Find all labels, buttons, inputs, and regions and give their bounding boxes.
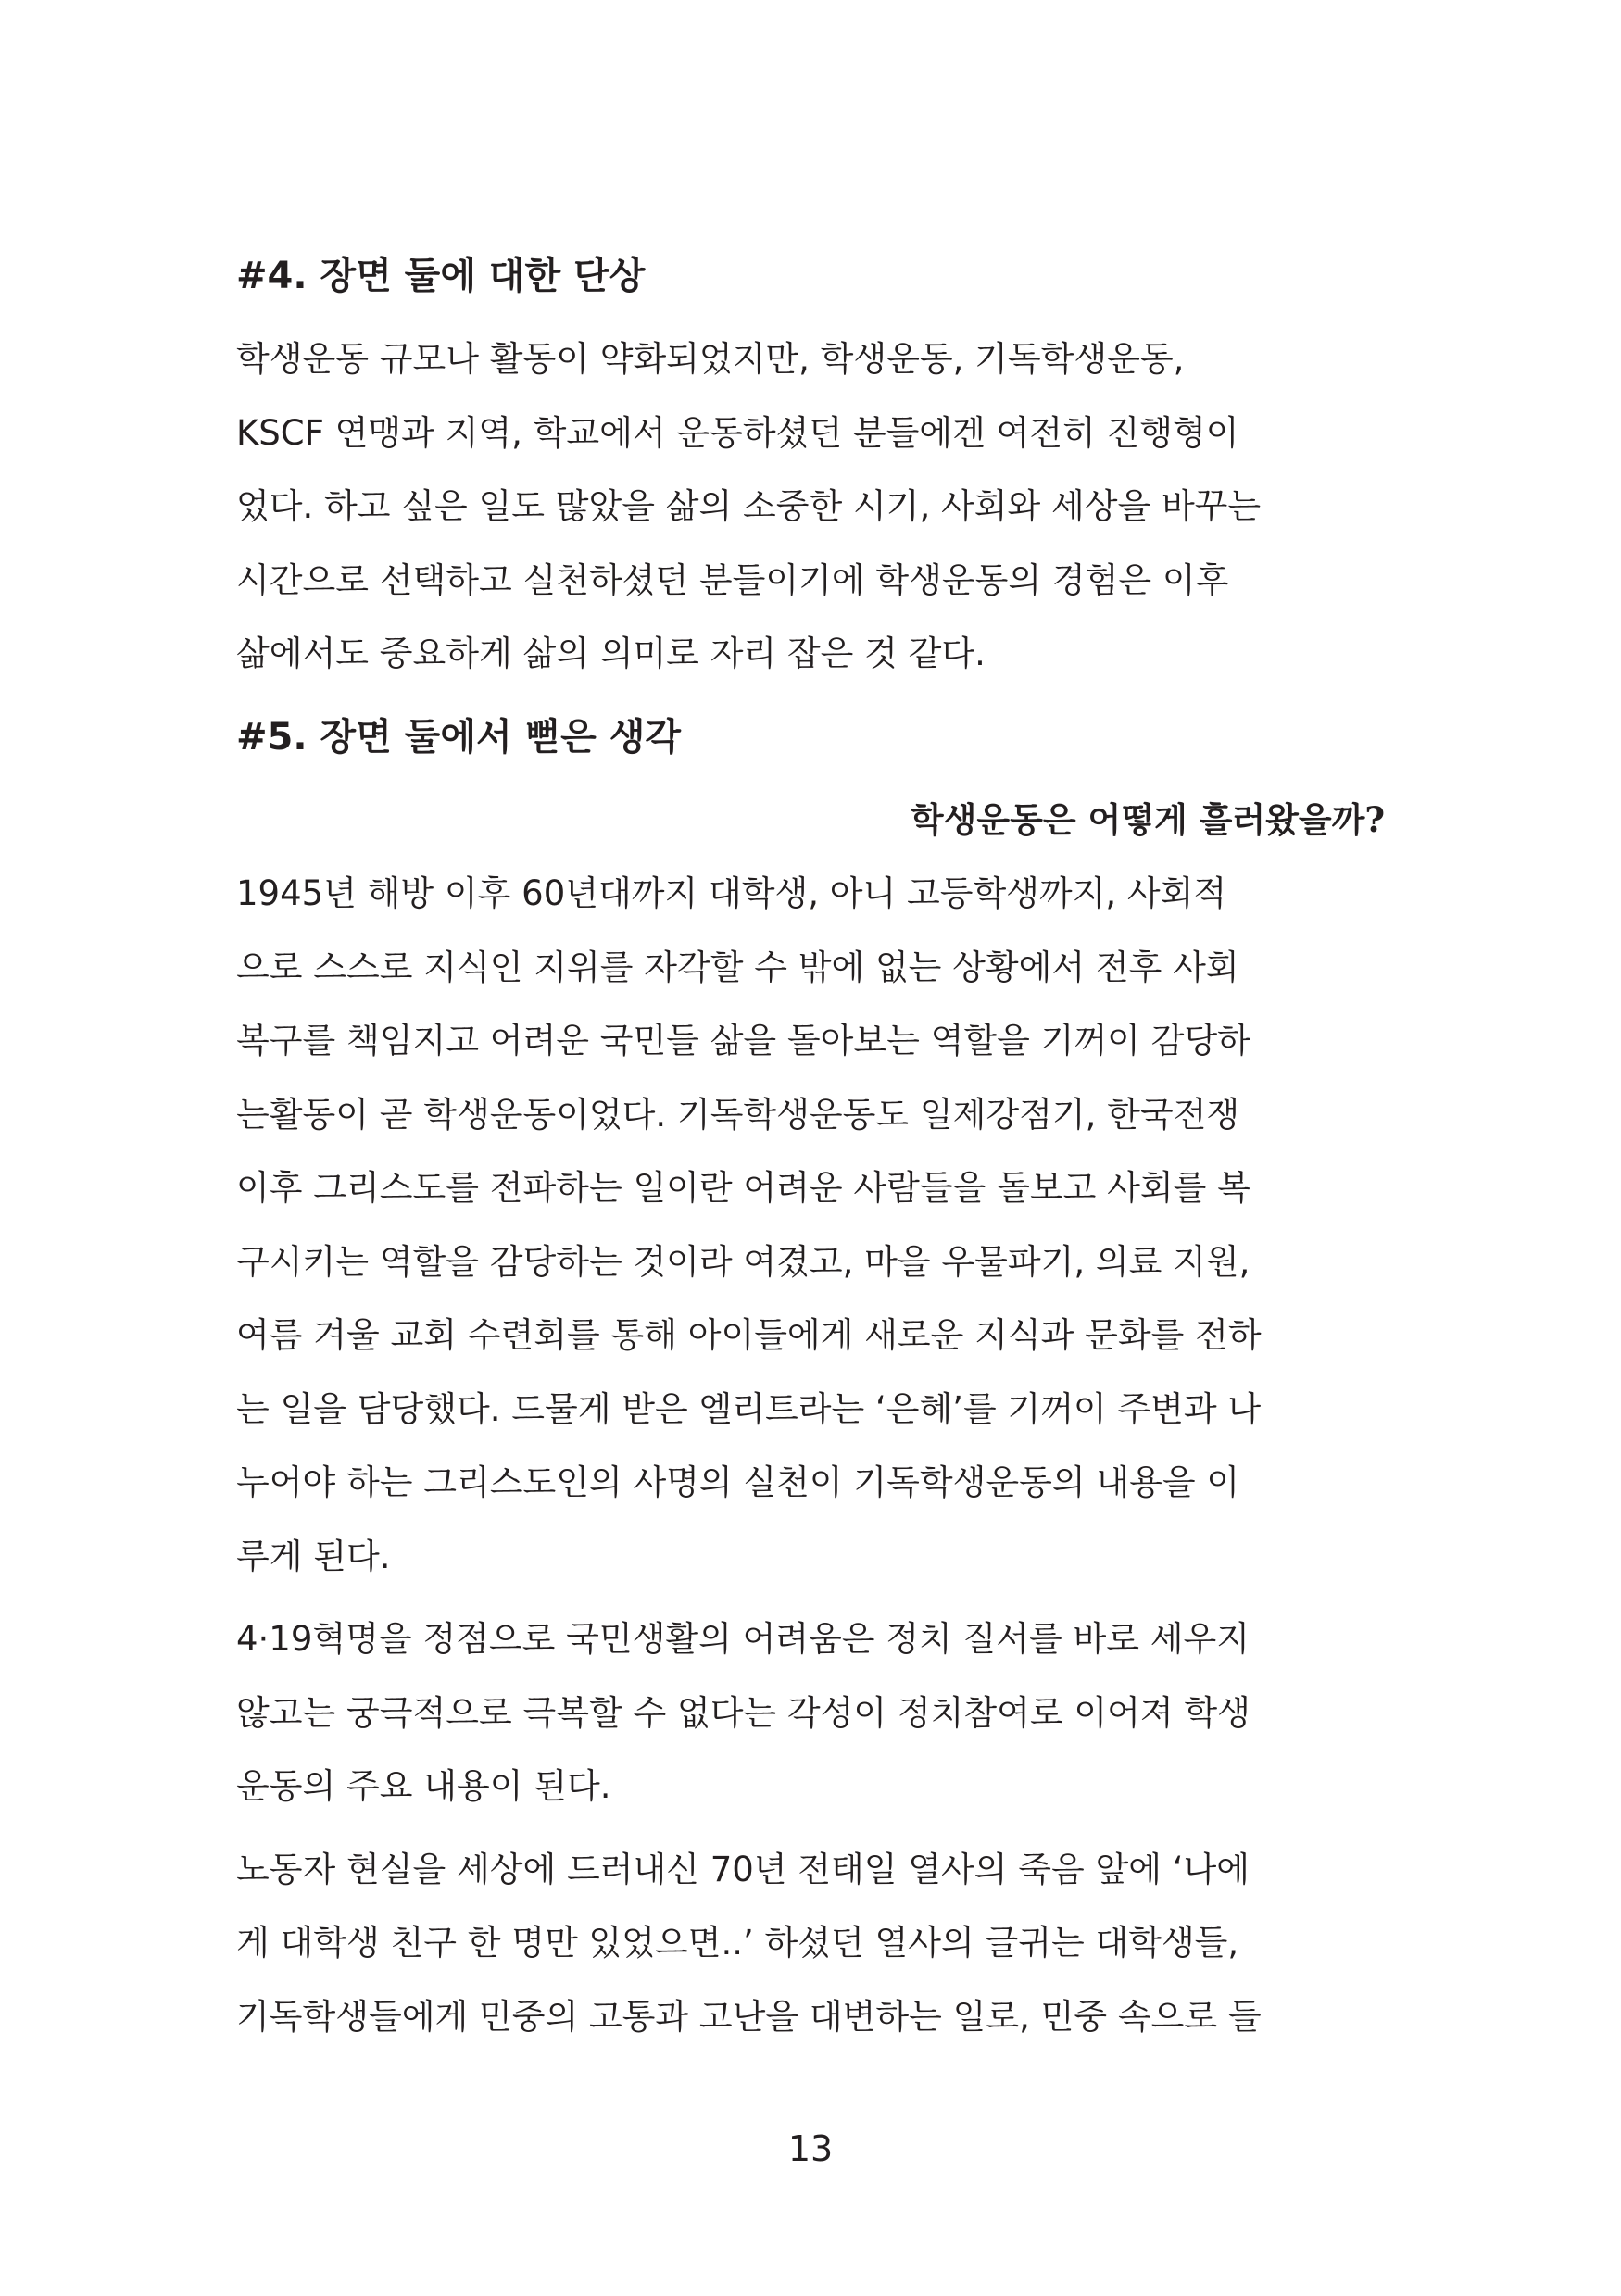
section-4-paragraph: [236, 322, 1389, 691]
text-line: 게 대학생 친구 한 명만 있었으면..’ 하셨던 열사의 글귀는 대학생들,: [236, 1923, 1239, 1963]
section-4-heading: #4. 장면 둘에 대한 단상: [236, 255, 646, 297]
text-line: 이후 그리스도를 전파하는 일이란 어려운 사람들을 돌보고 사회를 복: [236, 1168, 1250, 1208]
text-line: 복구를 책임지고 어려운 국민들 삶을 돌아보는 역할을 기꺼이 감당하: [236, 1021, 1250, 1060]
text-line: 삶에서도 중요하게 삶의 의미로 자리 잡은 것 같다.: [236, 634, 986, 673]
text-line: 4·19혁명을 정점으로 국민생활의 어려움은 정치 질서를 바로 세우지: [236, 1619, 1250, 1659]
section-5-paragraph-1: [236, 857, 1389, 1593]
section-5-paragraph-2: [236, 1602, 1389, 1824]
page-content: [236, 239, 1389, 2063]
text-line: 학생운동 규모나 활동이 약화되었지만, 학생운동, 기독학생운동,: [236, 339, 1185, 379]
text-line: 기독학생들에게 민중의 고통과 고난을 대변하는 일로, 민중 속으로 들: [236, 1996, 1262, 2037]
text-line: 않고는 궁극적으로 극복할 수 없다는 각성이 정치참여로 이어져 학생: [236, 1692, 1250, 1733]
section-5-subtitle: 학생운동은 어떻게 흘러왔을까?: [910, 798, 1385, 840]
page-number: 13: [787, 2128, 834, 2169]
text-line: KSCF 연맹과 지역, 학교에서 운동하셨던 분들에겐 여전히 진행형이: [236, 412, 1239, 453]
section-5-heading: #5. 장면 둘에서 뻗은 생각: [236, 715, 682, 759]
text-line: 시간으로 선택하고 실천하셨던 분들이기에 학생운동의 경험은 이후: [236, 559, 1229, 600]
text-line: 운동의 주요 내용이 된다.: [236, 1766, 611, 1806]
text-line: 구시키는 역할을 감당하는 것이라 여겼고, 마을 우물파기, 의료 지원,: [236, 1241, 1250, 1282]
text-line: 누어야 하는 그리스도인의 사명의 실천이 기독학생운동의 내용을 이: [236, 1462, 1240, 1502]
text-line: 1945년 해방 이후 60년대까지 대학생, 아니 고등학생까지, 사회적: [236, 873, 1227, 913]
text-line: 여름 겨울 교회 수련회를 통해 아이들에게 새로운 지식과 문화를 전하: [236, 1315, 1262, 1355]
text-line: 루게 된다.: [236, 1536, 391, 1576]
text-line: 는 일을 담당했다. 드물게 받은 엘리트라는 ‘은혜’를 기꺼이 주변과 나: [236, 1388, 1262, 1429]
section-5-paragraph-3: [236, 1833, 1389, 2054]
text-line: 었다. 하고 싶은 일도 많았을 삶의 소중한 시기, 사회와 세상을 바꾸는: [236, 486, 1262, 526]
text-line: 는활동이 곧 학생운동이었다. 기독학생운동도 일제강점기, 한국전쟁: [236, 1094, 1240, 1135]
text-line: 노동자 현실을 세상에 드러내신 70년 전태일 열사의 죽음 앞에 ‘나에: [236, 1849, 1250, 1889]
text-line: 으로 스스로 지식인 지위를 자각할 수 밖에 없는 상황에서 전후 사회: [236, 947, 1239, 987]
